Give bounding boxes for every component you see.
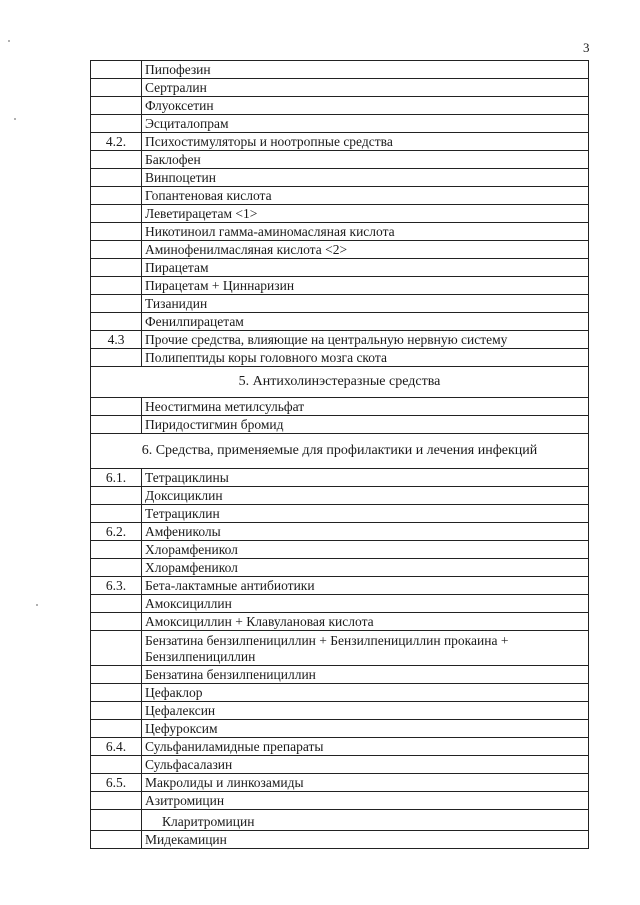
- row-number: [91, 313, 142, 331]
- row-name: Сертралин: [142, 79, 589, 97]
- row-name: Леветирацетам <1>: [142, 205, 589, 223]
- row-number: [91, 295, 142, 313]
- row-number: [91, 831, 142, 849]
- row-number: [91, 97, 142, 115]
- table-row: [91, 79, 589, 97]
- row-name: Флуоксетин: [142, 97, 589, 115]
- row-number: [91, 559, 142, 577]
- table-row: [91, 331, 589, 349]
- row-number: [91, 505, 142, 523]
- row-name: Полипептиды коры головного мозга скота: [142, 349, 589, 367]
- table-row: [91, 756, 589, 774]
- row-name: Гопантеновая кислота: [142, 187, 589, 205]
- row-number: [91, 115, 142, 133]
- row-name: Тизанидин: [142, 295, 589, 313]
- row-name: Амоксициллин: [142, 595, 589, 613]
- row-number: 6.4.: [91, 738, 142, 756]
- table-row: [91, 398, 589, 416]
- table-row: [91, 613, 589, 631]
- table-row: [91, 115, 589, 133]
- row-number: 6.1.: [91, 469, 142, 487]
- table-row: [91, 684, 589, 702]
- table-row: [91, 774, 589, 792]
- table-row: [91, 97, 589, 115]
- row-name: Винпоцетин: [142, 169, 589, 187]
- row-number: [91, 613, 142, 631]
- row-name: Сульфаниламидные препараты: [142, 738, 589, 756]
- row-number: [91, 187, 142, 205]
- row-number: [91, 810, 142, 831]
- row-name: Тетрациклины: [142, 469, 589, 487]
- row-name: Неостигмина метилсульфат: [142, 398, 589, 416]
- row-number: [91, 205, 142, 223]
- drug-list-body: [91, 61, 589, 849]
- table-row: [91, 151, 589, 169]
- table-row: [91, 349, 589, 367]
- table-row: [91, 241, 589, 259]
- row-number: [91, 259, 142, 277]
- row-number: [91, 541, 142, 559]
- table-row: [91, 541, 589, 559]
- row-name: Бензатина бензилпенициллин: [142, 666, 589, 684]
- row-name: Хлорамфеникол: [142, 559, 589, 577]
- section-heading: 5. Антихолинэстеразные средства: [91, 367, 589, 398]
- row-name: Прочие средства, влияющие на центральную нервную систему: [142, 331, 589, 349]
- scan-speck: [36, 604, 38, 606]
- row-number: [91, 151, 142, 169]
- row-number: [91, 595, 142, 613]
- row-name: Фенилпирацетам: [142, 313, 589, 331]
- section-heading: 6. Средства, применяемые для профилактики и лечения инфекций: [91, 434, 589, 469]
- row-number: [91, 169, 142, 187]
- row-number: [91, 792, 142, 810]
- row-name: Пиридостигмин бромид: [142, 416, 589, 434]
- table-row: [91, 487, 589, 505]
- row-number: [91, 684, 142, 702]
- row-number: [91, 416, 142, 434]
- row-number: [91, 756, 142, 774]
- row-name: Эсциталопрам: [142, 115, 589, 133]
- row-name: Амфениколы: [142, 523, 589, 541]
- row-name: Сульфасалазин: [142, 756, 589, 774]
- table-row: [91, 187, 589, 205]
- table-row: [91, 295, 589, 313]
- row-number: [91, 631, 142, 666]
- drug-list-table: [90, 60, 589, 849]
- row-number: [91, 241, 142, 259]
- scan-speck: [8, 40, 10, 42]
- row-name: Азитромицин: [142, 792, 589, 810]
- row-name: Амоксициллин + Клавулановая кислота: [142, 613, 589, 631]
- row-name: Цефалексин: [142, 702, 589, 720]
- scan-speck: [14, 118, 16, 120]
- row-name: Макролиды и линкозамиды: [142, 774, 589, 792]
- table-row: [91, 559, 589, 577]
- row-name: Никотиноил гамма-аминомасляная кислота: [142, 223, 589, 241]
- row-name: Цефаклор: [142, 684, 589, 702]
- table-row: [91, 277, 589, 295]
- row-name: Хлорамфеникол: [142, 541, 589, 559]
- row-number: [91, 666, 142, 684]
- row-name: Баклофен: [142, 151, 589, 169]
- table-row: [91, 792, 589, 810]
- row-number: [91, 223, 142, 241]
- table-row: [91, 223, 589, 241]
- table-row: [91, 810, 589, 831]
- row-number: [91, 79, 142, 97]
- section-row: [91, 434, 589, 469]
- row-name: Тетрациклин: [142, 505, 589, 523]
- table-row: [91, 702, 589, 720]
- page-number: 3: [583, 40, 590, 55]
- row-name: Психостимуляторы и ноотропные средства: [142, 133, 589, 151]
- table-row: [91, 416, 589, 434]
- row-name: Доксициклин: [142, 487, 589, 505]
- row-number: 4.3: [91, 331, 142, 349]
- row-number: [91, 61, 142, 79]
- table-row: [91, 169, 589, 187]
- table-row: [91, 595, 589, 613]
- table-row: [91, 469, 589, 487]
- table-row: [91, 631, 589, 666]
- row-name: Пипофезин: [142, 61, 589, 79]
- table-row: [91, 313, 589, 331]
- row-number: 6.2.: [91, 523, 142, 541]
- row-name: Бета-лактамные антибиотики: [142, 577, 589, 595]
- table-row: [91, 505, 589, 523]
- row-number: 6.5.: [91, 774, 142, 792]
- table-row: [91, 523, 589, 541]
- row-name: Кларитромицин: [142, 810, 589, 831]
- table-row: [91, 133, 589, 151]
- row-number: [91, 702, 142, 720]
- table-row: [91, 831, 589, 849]
- section-row: [91, 367, 589, 398]
- row-name: Мидекамицин: [142, 831, 589, 849]
- table-row: [91, 205, 589, 223]
- row-number: [91, 349, 142, 367]
- row-name: Пирацетам + Циннаризин: [142, 277, 589, 295]
- table-row: [91, 720, 589, 738]
- row-name: Аминофенилмасляная кислота <2>: [142, 241, 589, 259]
- row-name: Цефуроксим: [142, 720, 589, 738]
- row-number: [91, 720, 142, 738]
- table-row: [91, 61, 589, 79]
- table-row: [91, 259, 589, 277]
- row-name: Пирацетам: [142, 259, 589, 277]
- row-number: 6.3.: [91, 577, 142, 595]
- row-number: [91, 398, 142, 416]
- table-row: [91, 666, 589, 684]
- row-number: 4.2.: [91, 133, 142, 151]
- row-name: Бензатина бензилпенициллин + Бензилпенициллин прокаина + Бензилпенициллин: [142, 631, 589, 666]
- row-number: [91, 277, 142, 295]
- table-row: [91, 577, 589, 595]
- row-number: [91, 487, 142, 505]
- table-row: [91, 738, 589, 756]
